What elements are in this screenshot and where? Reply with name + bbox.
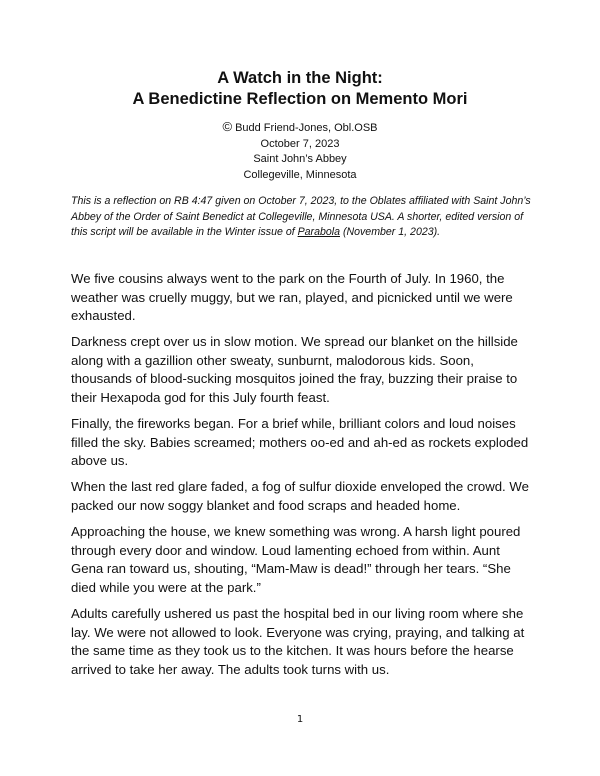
location-line-1: Saint John’s Abbey: [253, 153, 347, 165]
abstract: [71, 194, 531, 241]
paragraph: We five cousins always went to the park on the Fourth of July. In 1960, the weather was cruelly muggy, but we ran, played, and picnicked until we were exhausted.: [71, 271, 513, 324]
paragraph: Darkness crept over us in slow motion. We spread our blanket on the hillside along with a gazillion other sweaty, sunburnt, malodorous kids. Soon, thousands of blood-sucking mosquitos joined the fray, buzzing their praise to their Hexapoda god for this July fourth feast.: [71, 334, 518, 406]
page-subtitle: A Benedictine Reflection on Memento Mori: [132, 90, 468, 108]
title-block: [0, 68, 600, 110]
body-text: [71, 270, 533, 687]
paragraph: Adults carefully ushered us past the hospital bed in our living room where she lay. We were not allowed to look. Everyone was crying, praying, and talking at the same time as they took us to the kitchen. It was hours before the hearse arrived to take her away. The adults took turns with us.: [71, 606, 525, 677]
author-meta: [0, 119, 600, 183]
author-line: [0, 119, 600, 137]
page-title: A Watch in the Night:: [217, 69, 383, 87]
paragraph: Finally, the fireworks began. For a brief while, brilliant colors and loud noises filled the sky. Babies screamed; mothers oo-ed and ah-ed as rockets exploded above us.: [71, 416, 529, 469]
paragraph: Approaching the house, we knew something was wrong. A harsh light poured through every door and window. Loud lamenting echoed from within. Aunt Gena ran toward us, shouting, “Mam-Maw is dead!” through her tears. “She died while you were at the park.”: [71, 524, 521, 595]
copyright-icon: ©: [222, 119, 233, 134]
location-line-2: Collegeville, Minnesota: [243, 168, 357, 181]
abstract-text-before: This is a reflection on RB 4:47 given on October 7, 2023, to the Oblates affiliated with Saint John’s Abbey of the Order of Saint Benedict at Collegeville, Minnesota USA. A shorter, edited version of this script will be available in the Winter issue of: [71, 195, 531, 239]
paragraph: When the last red glare faded, a fog of sulfur dioxide enveloped the crowd. We packed our now soggy blanket and food scraps and headed home.: [71, 479, 529, 514]
date-line: October 7, 2023: [260, 137, 340, 150]
author-name: Budd Friend-Jones, Obl.OSB: [235, 122, 378, 134]
abstract-text-after: (November 1, 2023).: [340, 226, 441, 239]
parabola-link[interactable]: Parabola: [297, 226, 340, 239]
page-number: 1: [296, 714, 304, 725]
